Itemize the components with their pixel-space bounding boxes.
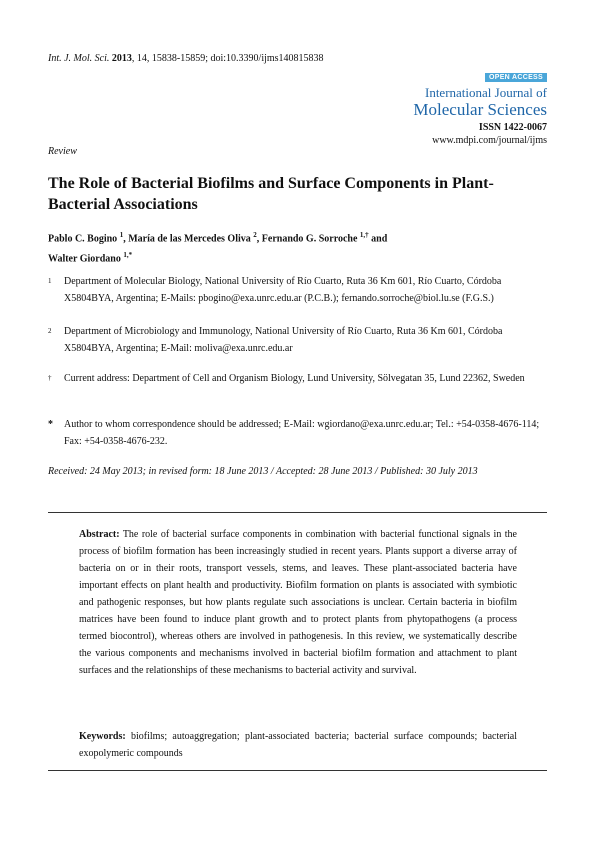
article-title: The Role of Bacterial Biofilms and Surface Components in Plant-Bacterial Associations: [48, 175, 494, 213]
journal-name-line2: Molecular Sciences: [413, 100, 547, 119]
citation-line: [48, 53, 324, 64]
author-name: Fernando G. Sorroche: [261, 233, 358, 245]
author-affiliation-mark: 1,*: [123, 251, 133, 260]
article-type: Review: [48, 146, 77, 157]
correspondence-note: [48, 416, 548, 450]
current-address-mark: †: [48, 374, 52, 382]
top-divider: [48, 512, 547, 513]
current-address-text: Current address: Department of Cell and Organism Biology, Lund University, Sölvegatan 35, Lund 22362, Sweden: [64, 373, 525, 384]
open-access-badge: OPEN ACCESS: [485, 73, 547, 82]
author-affiliation-mark: 1: [119, 231, 124, 239]
affiliation-1: [48, 273, 548, 307]
author-name: Pablo C. Bogino: [48, 233, 118, 245]
journal-url[interactable]: www.mdpi.com/journal/ijms: [432, 135, 547, 146]
bottom-divider: [48, 770, 547, 771]
abstract: [79, 526, 517, 679]
keywords: [79, 728, 517, 762]
affiliation-mark: 1: [48, 277, 52, 285]
citation-journal: Int. J. Mol. Sci.: [48, 53, 110, 64]
keywords-label: Keywords:: [79, 731, 126, 742]
author-affiliation-mark: 2: [253, 231, 257, 239]
journal-block: [413, 66, 547, 147]
author-separator: ,: [256, 233, 262, 245]
affiliation-mark: 2: [48, 327, 52, 335]
current-address: [48, 370, 548, 387]
author-name: María de las Mercedes Oliva: [128, 233, 251, 245]
author-list: [48, 227, 548, 268]
correspondence-mark: *: [48, 419, 53, 430]
affiliation-2: [48, 323, 548, 357]
author-separator: ,: [123, 233, 129, 245]
correspondence-text: Author to whom correspondence should be addressed; E-Mail: wgiordano@exa.unrc.edu.ar; Tel.: +54-0358-4676-114; Fax: +54-0358-4676-232.: [64, 419, 540, 447]
author-affiliation-mark: 1,†: [359, 231, 369, 239]
citation-details: , 14, 15838-15859; doi:10.3390/ijms140815838: [131, 53, 324, 64]
author-name: Walter Giordano: [48, 253, 121, 265]
abstract-label: Abstract:: [79, 529, 120, 540]
abstract-text: The role of bacterial surface components in combination with bacterial functional signals in the process of biofilm formation has been increasingly studied in recent years. Plants support a diverse array of bacteria on or in their roots, transport vessels, stems, and leaves. These plant-associated bacteria have important effects on plant health and productivity. Biofilm formation on plants is associated with symbiotic and pathogenic responses, but how plants regulate such associations is unclear. Certain bacteria in biofilm matrices have been found to induce plant growth and to protect plants from phytopathogens (a process termed biocontrol), whereas others are involved in pathogenesis. In this review, we systematically describe the various components and mechanisms involved in bacterial biofilm formation and attachment to plant surfaces and the relationships of these mechanisms to bacterial activity and survival.: [79, 529, 517, 676]
author-and: and: [368, 233, 388, 245]
keywords-text: biofilms; autoaggregation; plant-associated bacteria; bacterial surface compounds; bacterial exopolymeric compounds: [79, 731, 517, 759]
journal-name-line1: International Journal of: [424, 85, 547, 100]
citation-year: 2013: [111, 53, 132, 64]
affiliation-text: Department of Microbiology and Immunology, National University of Río Cuarto, Ruta 36 Km 601, Córdoba X5804BYA, Argentina; E-Mail: moliva@exa.unrc.edu.ar: [64, 326, 503, 354]
issn: ISSN 1422-0067: [478, 122, 547, 133]
publication-dates: Received: 24 May 2013; in revised form: 18 June 2013 / Accepted: 28 June 2013 / Published: 30 July 2013: [48, 466, 478, 477]
affiliation-text: Department of Molecular Biology, National University of Río Cuarto, Ruta 36 Km 601, Río Cuarto, Córdoba X5804BYA, Argentina; E-Mails: pbogino@exa.unrc.edu.ar (P.C.B.); fernando.sorroche@biol.lu.se (F.G.S.): [64, 276, 502, 304]
